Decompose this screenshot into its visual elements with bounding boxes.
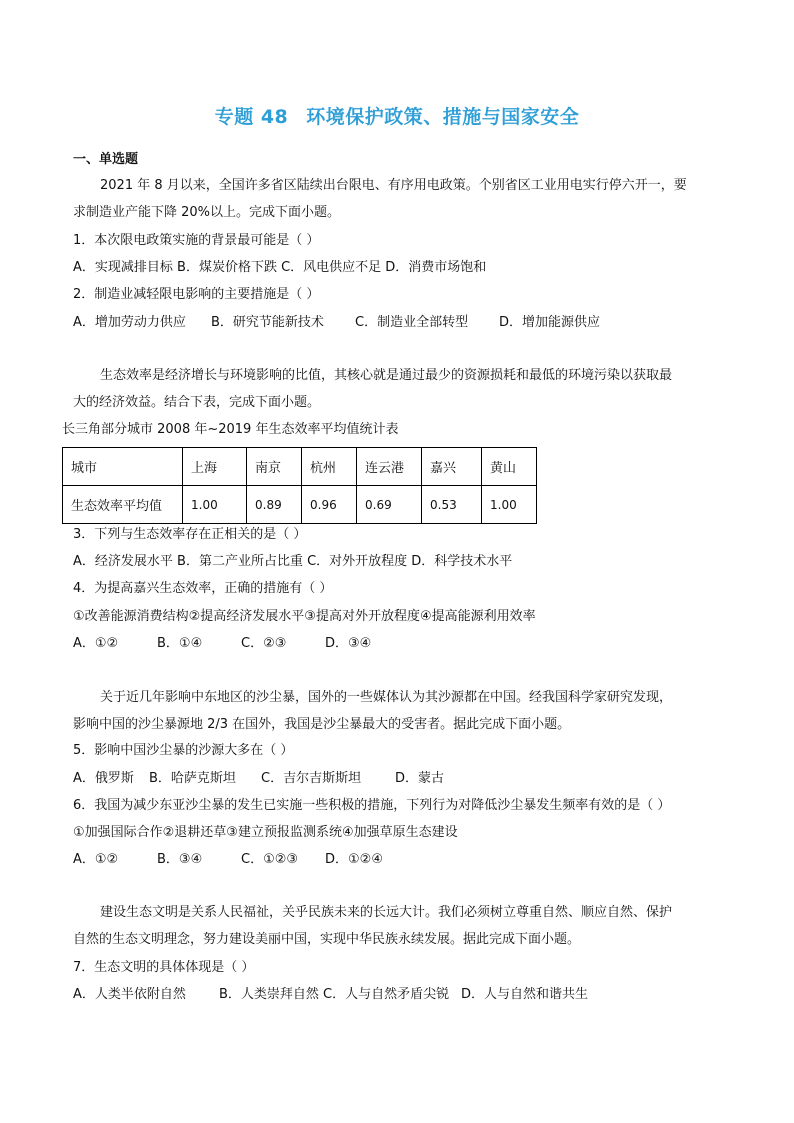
question-5: 5．影响中国沙尘暴的沙源大多在（ ）: [73, 743, 294, 758]
table-cell: 0.89: [247, 486, 302, 524]
q4-option-c: C．②③: [241, 636, 287, 651]
table-header-cell: 杭州: [302, 448, 357, 486]
title-topic-number: 专题 48: [214, 106, 289, 128]
section-heading: 一、单选题: [73, 152, 139, 167]
q4-option-b: B．①④: [157, 636, 203, 651]
g2-stem-line1: 生态效率是经济增长与环境影响的比值，其核心就是通过最少的资源损耗和最低的环境污染以获取最: [100, 368, 673, 383]
question-1: 1．本次限电政策实施的背景最可能是（ ）: [73, 233, 320, 248]
table-cell: 0.69: [357, 486, 422, 524]
table-cell: 0.53: [422, 486, 482, 524]
table-header-cell: 黄山: [482, 448, 537, 486]
question-7: 7．生态文明的具体体现是（ ）: [73, 960, 255, 975]
question-5-options: [73, 771, 444, 787]
q7-option-b: B．人类崇拜自然: [219, 987, 319, 1002]
question-2: 2．制造业减轻限电影响的主要措施是（ ）: [73, 287, 320, 302]
q6-option-c: C．①②③: [241, 852, 299, 867]
q6-option-a: A．①②: [73, 852, 119, 867]
table-header-cell: 连云港: [357, 448, 422, 486]
question-4-options: [73, 636, 371, 652]
question-1-options: A．实现减排目标 B．煤炭价格下跌 C．风电供应不足 D．消费市场饱和: [73, 260, 487, 275]
table-caption: 长三角部分城市 2008 年~2019 年生态效率平均值统计表: [62, 422, 399, 437]
q6-option-d: D．①②④: [325, 852, 383, 867]
eco-efficiency-table: [62, 447, 537, 524]
table-cell: 1.00: [482, 486, 537, 524]
table-row-label: 生态效率平均值: [63, 486, 183, 524]
q2-option-a: A．增加劳动力供应: [73, 315, 186, 330]
g1-stem-line2: 求制造业产能下降 20%以上。完成下面小题。: [73, 205, 341, 220]
g4-stem-line2: 自然的生态文明理念，努力建设美丽中国，实现中华民族永续发展。据此完成下面小题。: [73, 932, 581, 947]
table-cell: 0.96: [302, 486, 357, 524]
table-cell: 1.00: [183, 486, 247, 524]
q7-option-a: A．人类半依附自然: [73, 987, 186, 1002]
q2-option-c: C．制造业全部转型: [355, 315, 469, 330]
title-topic-name: 环境保护政策、措施与国家安全: [306, 106, 580, 128]
table-header-cell: 上海: [183, 448, 247, 486]
question-3-options: A．经济发展水平 B．第二产业所占比重 C．对外开放程度 D．科学技术水平: [73, 554, 513, 569]
q7-option-c: C．人与自然矛盾尖锐: [323, 987, 450, 1002]
g3-stem-line1: 关于近几年影响中东地区的沙尘暴，国外的一些媒体认为其沙源都在中国。经我国科学家研究发现，: [100, 690, 673, 705]
q7-option-d: D．人与自然和谐共生: [461, 987, 589, 1002]
q2-option-b: B．研究节能新技术: [211, 315, 324, 330]
question-4-items: ①改善能源消费结构②提高经济发展水平③提高对外开放程度④提高能源利用效率: [73, 609, 536, 624]
g4-stem-line1: 建设生态文明是关系人民福祉，关乎民族未来的长远大计。我们必须树立尊重自然、顺应自然、保护: [100, 905, 673, 920]
q4-option-d: D．③④: [325, 636, 372, 651]
question-6: 6．我国为减少东亚沙尘暴的发生已实施一些积极的措施，下列行为对降低沙尘暴发生频率有效的是（ ）: [73, 798, 671, 813]
q2-option-d: D．增加能源供应: [499, 315, 601, 330]
table-row: [63, 486, 537, 524]
question-4: 4．为提高嘉兴生态效率，正确的措施有（ ）: [73, 581, 333, 596]
g3-stem-line2: 影响中国的沙尘暴源地 2/3 在国外，我国是沙尘暴最大的受害者。据此完成下面小题。: [73, 717, 571, 732]
question-7-options: [73, 987, 588, 1003]
question-6-items: ①加强国际合作②退耕还草③建立预报监测系统④加强草原生态建设: [73, 825, 458, 840]
table-header-row: [63, 448, 537, 486]
q5-option-d: D．蒙古: [395, 771, 445, 786]
question-3: 3．下列与生态效率存在正相关的是（ ）: [73, 527, 307, 542]
q6-option-b: B．③④: [157, 852, 203, 867]
g2-stem-line2: 大的经济效益。结合下表，完成下面小题。: [73, 395, 321, 410]
q5-option-b: B．哈萨克斯坦: [149, 771, 236, 786]
table-header-cell: 城市: [63, 448, 183, 486]
page-title: [0, 102, 794, 129]
q4-option-a: A．①②: [73, 636, 119, 651]
q5-option-a: A．俄罗斯: [73, 771, 134, 786]
question-2-options: [73, 315, 600, 331]
table-header-cell: 南京: [247, 448, 302, 486]
g1-stem-line1: 2021 年 8 月以来，全国许多省区陆续出台限电、有序用电政策。个别省区工业用电实行停六开一，要: [100, 178, 687, 193]
q5-option-c: C．吉尔吉斯斯坦: [261, 771, 362, 786]
table-header-cell: 嘉兴: [422, 448, 482, 486]
question-6-options: [73, 852, 383, 868]
